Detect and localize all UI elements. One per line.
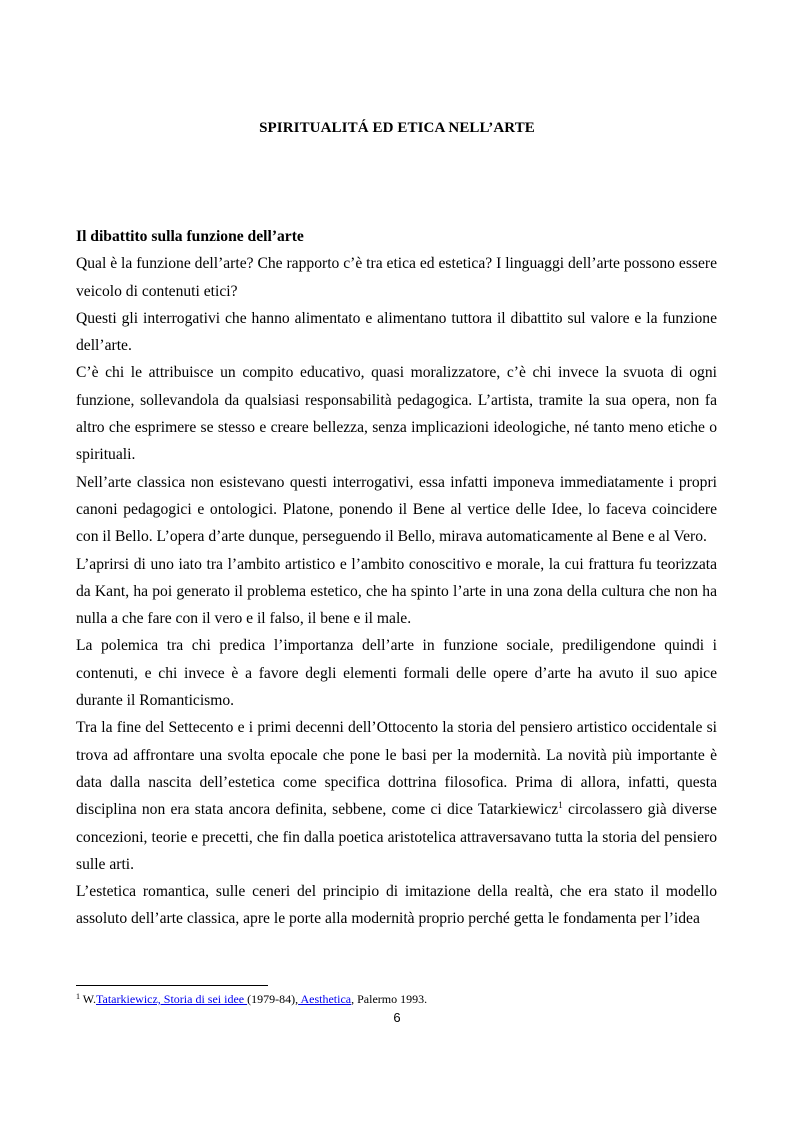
paragraph-1: Qual è la funzione dell’arte? Che rapporto c’è tra etica ed estetica? I linguaggi dell’arte possono essere veicolo di contenuti etici?	[76, 255, 717, 300]
footnote-years: (1979-84),	[247, 992, 299, 1006]
paragraph-7	[76, 714, 717, 878]
paragraph-7-text-before: Tra la fine del Settecento e i primi decenni dell’Ottocento la storia del pensiero artistico occidentale si trova ad affrontare una svolta epocale che pone le basi per la modernità. La novità più importante è data dalla nascita dell’estetica come specifica dottrina filosofica. Prima di allora, infatti, questa disciplina non era stata ancora definita, sebbene, come ci dice Tatarkiewicz	[76, 719, 717, 819]
footnote-rest: , Palermo 1993.	[351, 992, 428, 1006]
paragraph-2: Questi gli interrogativi che hanno alimentato e alimentano tuttora il dibattito sul valore e la funzione dell’arte.	[76, 309, 717, 355]
footnote-marker: 1	[76, 992, 80, 1001]
page-title: SPIRITUALITÁ ED ETICA NELL’ARTE	[259, 120, 535, 136]
footnote-link-publisher[interactable]: Aesthetica	[300, 992, 352, 1006]
footnote-author: W.	[80, 992, 97, 1006]
paragraph-5: L’aprirsi di uno iato tra l’ambito artistico e l’ambito conoscitivo e morale, la cui frattura fu teorizzata da Kant, ha poi generato il problema estetico, che ha spinto l’arte in una zona della cultura che non ha nulla a che fare con il vero e il falso, il bene e il male.	[76, 555, 717, 628]
section-heading: Il dibattito sulla funzione dell’arte	[76, 228, 304, 245]
paragraph-6: La polemica tra chi predica l’importanza dell’arte in funzione sociale, prediligendone quindi i contenuti, e chi invece è a favore degli elementi formali delle opere d’arte ha avuto il suo apice durante il Romanticismo.	[76, 637, 717, 710]
footnote-link-book[interactable]: Tatarkiewicz, Storia di sei idee	[96, 992, 248, 1006]
paragraph-8: L’estetica romantica, sulle ceneri del principio di imitazione della realtà, che era stato il modello assoluto dell’arte classica, apre le porte alla modernità proprio perché getta le fondamenta per l’idea	[76, 883, 717, 928]
paragraph-7-text-after: circolassero già diverse concezioni, teorie e precetti, che fin dalla poetica aristotelica attraversavano tutta la storia del pensiero sulle arti.	[76, 801, 717, 873]
footnote-reference-marker[interactable]: 1	[558, 800, 563, 811]
paragraph-4: Nell’arte classica non esistevano questi interrogativi, essa infatti imponeva immediatamente i propri canoni pedagogici e ontologici. Platone, ponendo il Bene al vertice delle Idee, lo faceva coincidere con il Bello. L’opera d’arte dunque, perseguendo il Bello, mirava automaticamente al Bene e al Vero.	[76, 473, 717, 546]
body-text	[76, 223, 717, 933]
page-number: 6	[393, 1010, 401, 1025]
footnote	[76, 992, 427, 1006]
paragraph-3: C’è chi le attribuisce un compito educativo, quasi moralizzatore, c’è chi invece la svuota di ogni funzione, sollevandola da qualsiasi responsabilità pedagogica. L’artista, tramite la sua opera, non fa altro che esprimere se stesso e creare bellezza, senza implicazioni ideologiche, né tanto meno etiche o spirituali.	[76, 364, 717, 464]
footnote-separator	[76, 985, 268, 986]
